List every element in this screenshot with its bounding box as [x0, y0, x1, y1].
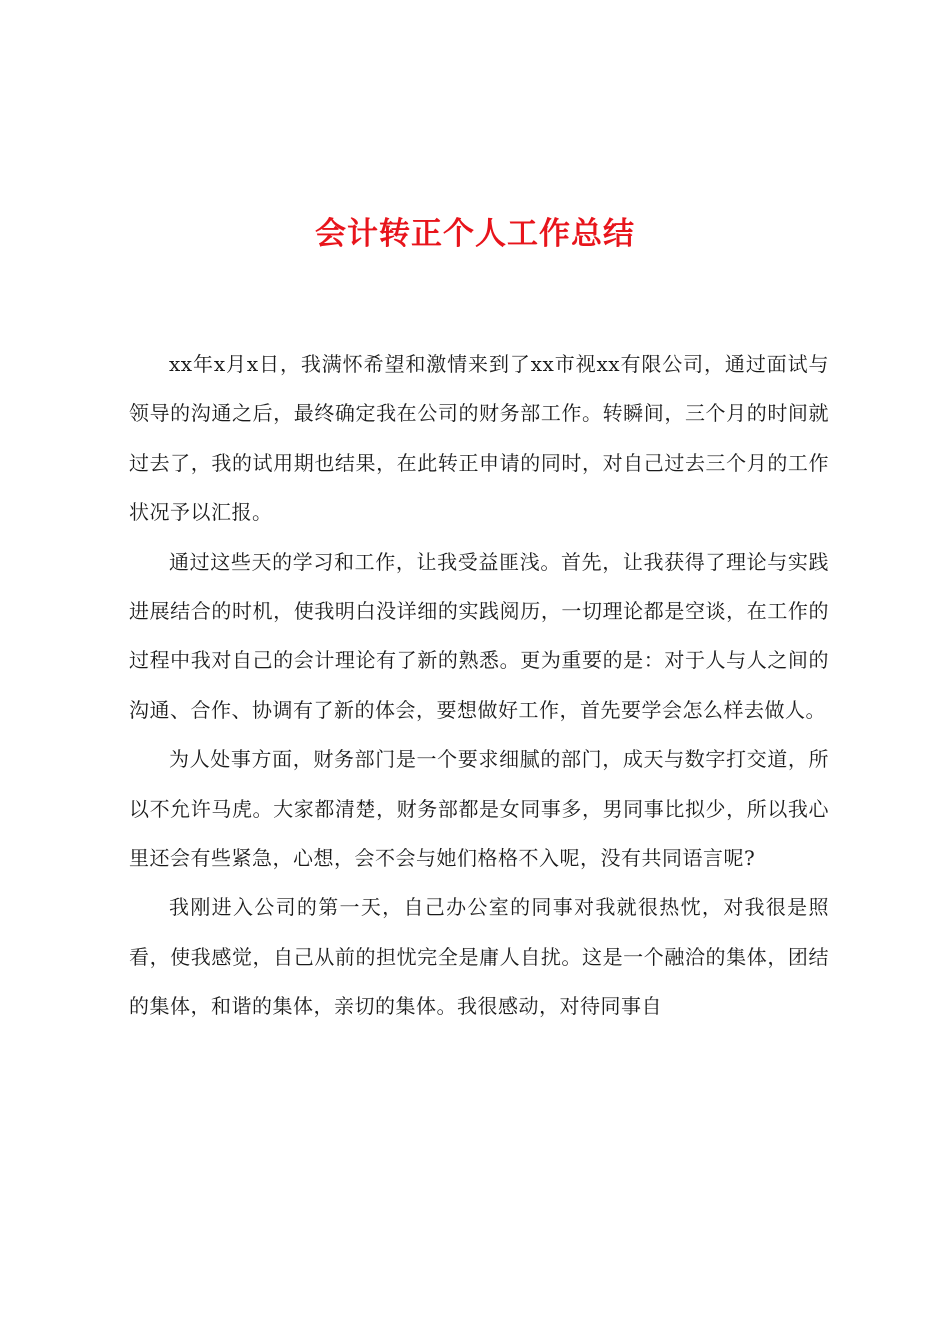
paragraph-1: xx年x月x日，我满怀希望和激情来到了xx市视xx有限公司，通过面试与领导的沟通之后，最终确定我在公司的财务部工作。转瞬间，三个月的时间就过去了，我的试用期也结果，在此转正申请的同时，对自己过去三个月的工作状况予以汇报。 [129, 352, 829, 525]
document-title: 会计转正个人工作总结 [315, 216, 635, 252]
paragraph-4: 我刚进入公司的第一天，自己办公室的同事对我就很热忱，对我很是照看，使我感觉，自己从前的担忧完全是庸人自扰。这是一个融洽的集体，团结的集体，和谐的集体，亲切的集体。我很感动，对待同事自 [129, 895, 829, 1019]
paragraph-3: 为人处事方面，财务部门是一个要求细腻的部门，成天与数字打交道，所以不允许马虎。大家都清楚，财务部都是女同事多，男同事比拟少，所以我心里还会有些紧急，心想，会不会与她们格格不入呢，没有共同语言呢? [129, 747, 829, 871]
paragraph-2: 通过这些天的学习和工作，让我受益匪浅。首先，让我获得了理论与实践进展结合的时机，使我明白没详细的实践阅历，一切理论都是空谈，在工作的过程中我对自己的会计理论有了新的熟悉。更为重要的是：对于人与人之间的沟通、合作、协调有了新的体会，要想做好工作，首先要学会怎么样去做人。 [129, 549, 829, 722]
document-body [129, 340, 829, 1032]
